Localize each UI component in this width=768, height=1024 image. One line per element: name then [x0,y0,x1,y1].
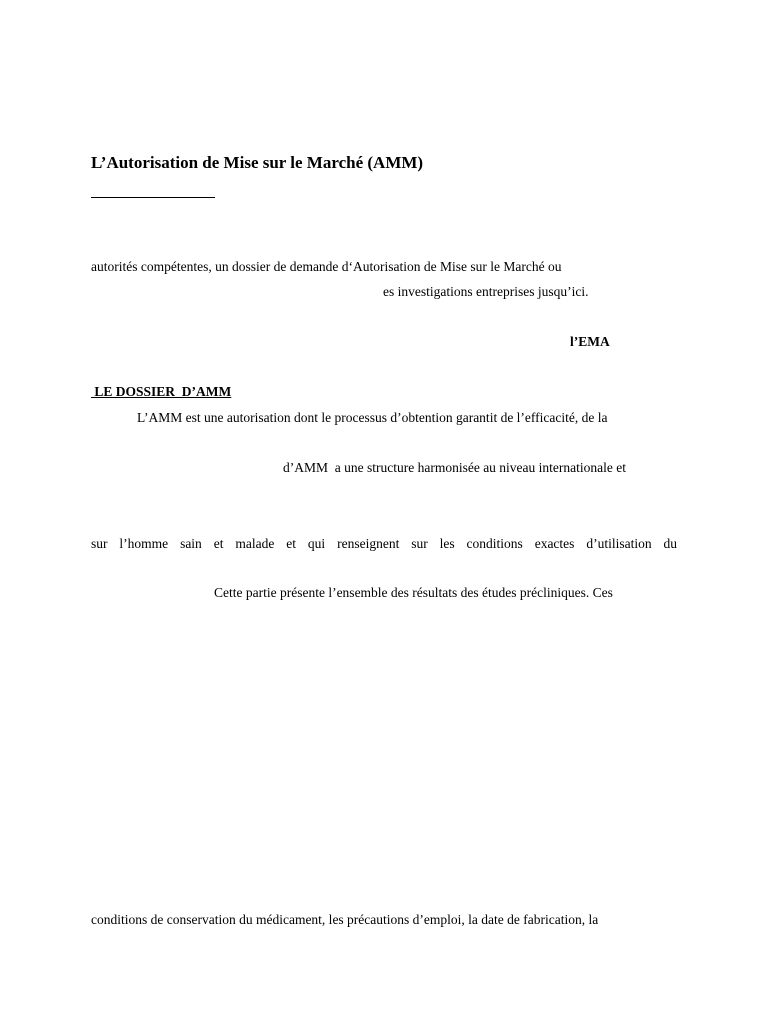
word: sur [91,536,108,551]
word: sain [180,536,202,551]
word: qui [307,536,326,551]
word: conditions [466,536,523,551]
paragraph-line-8: conditions de conservation du médicament, les précautions d’emploi, la date de fabrication, la [91,912,599,927]
word: d’utilisation [586,536,652,551]
word: et [213,536,224,551]
title-underline-rule [91,197,215,198]
word: du [663,536,677,551]
paragraph-line-6 [91,535,677,553]
word: et [286,536,297,551]
word: sur [411,536,428,551]
word: exactes [534,536,575,551]
word: renseignent [337,536,400,551]
ema-label: l’EMA [570,334,610,349]
paragraph-line-5: d’AMM a une structure harmonisée au niveau internationale et [283,460,627,475]
word: malade [235,536,275,551]
word: les [439,536,455,551]
page-title: L’Autorisation de Mise sur le Marché (AMM) [91,153,424,172]
paragraph-line-4: L’AMM est une autorisation dont le processus d’obtention garantit de l’efficacité, de la [137,410,608,425]
word: l’homme [119,536,169,551]
paragraph-line-1: autorités compétentes, un dossier de demande d‘Autorisation de Mise sur le Marché ou [91,259,562,274]
section-heading: LE DOSSIER D’AMM [91,384,232,399]
paragraph-line-2: es investigations entreprises jusqu’ici. [383,284,589,299]
paragraph-line-7: Cette partie présente l’ensemble des résultats des études précliniques. Ces [214,585,613,600]
